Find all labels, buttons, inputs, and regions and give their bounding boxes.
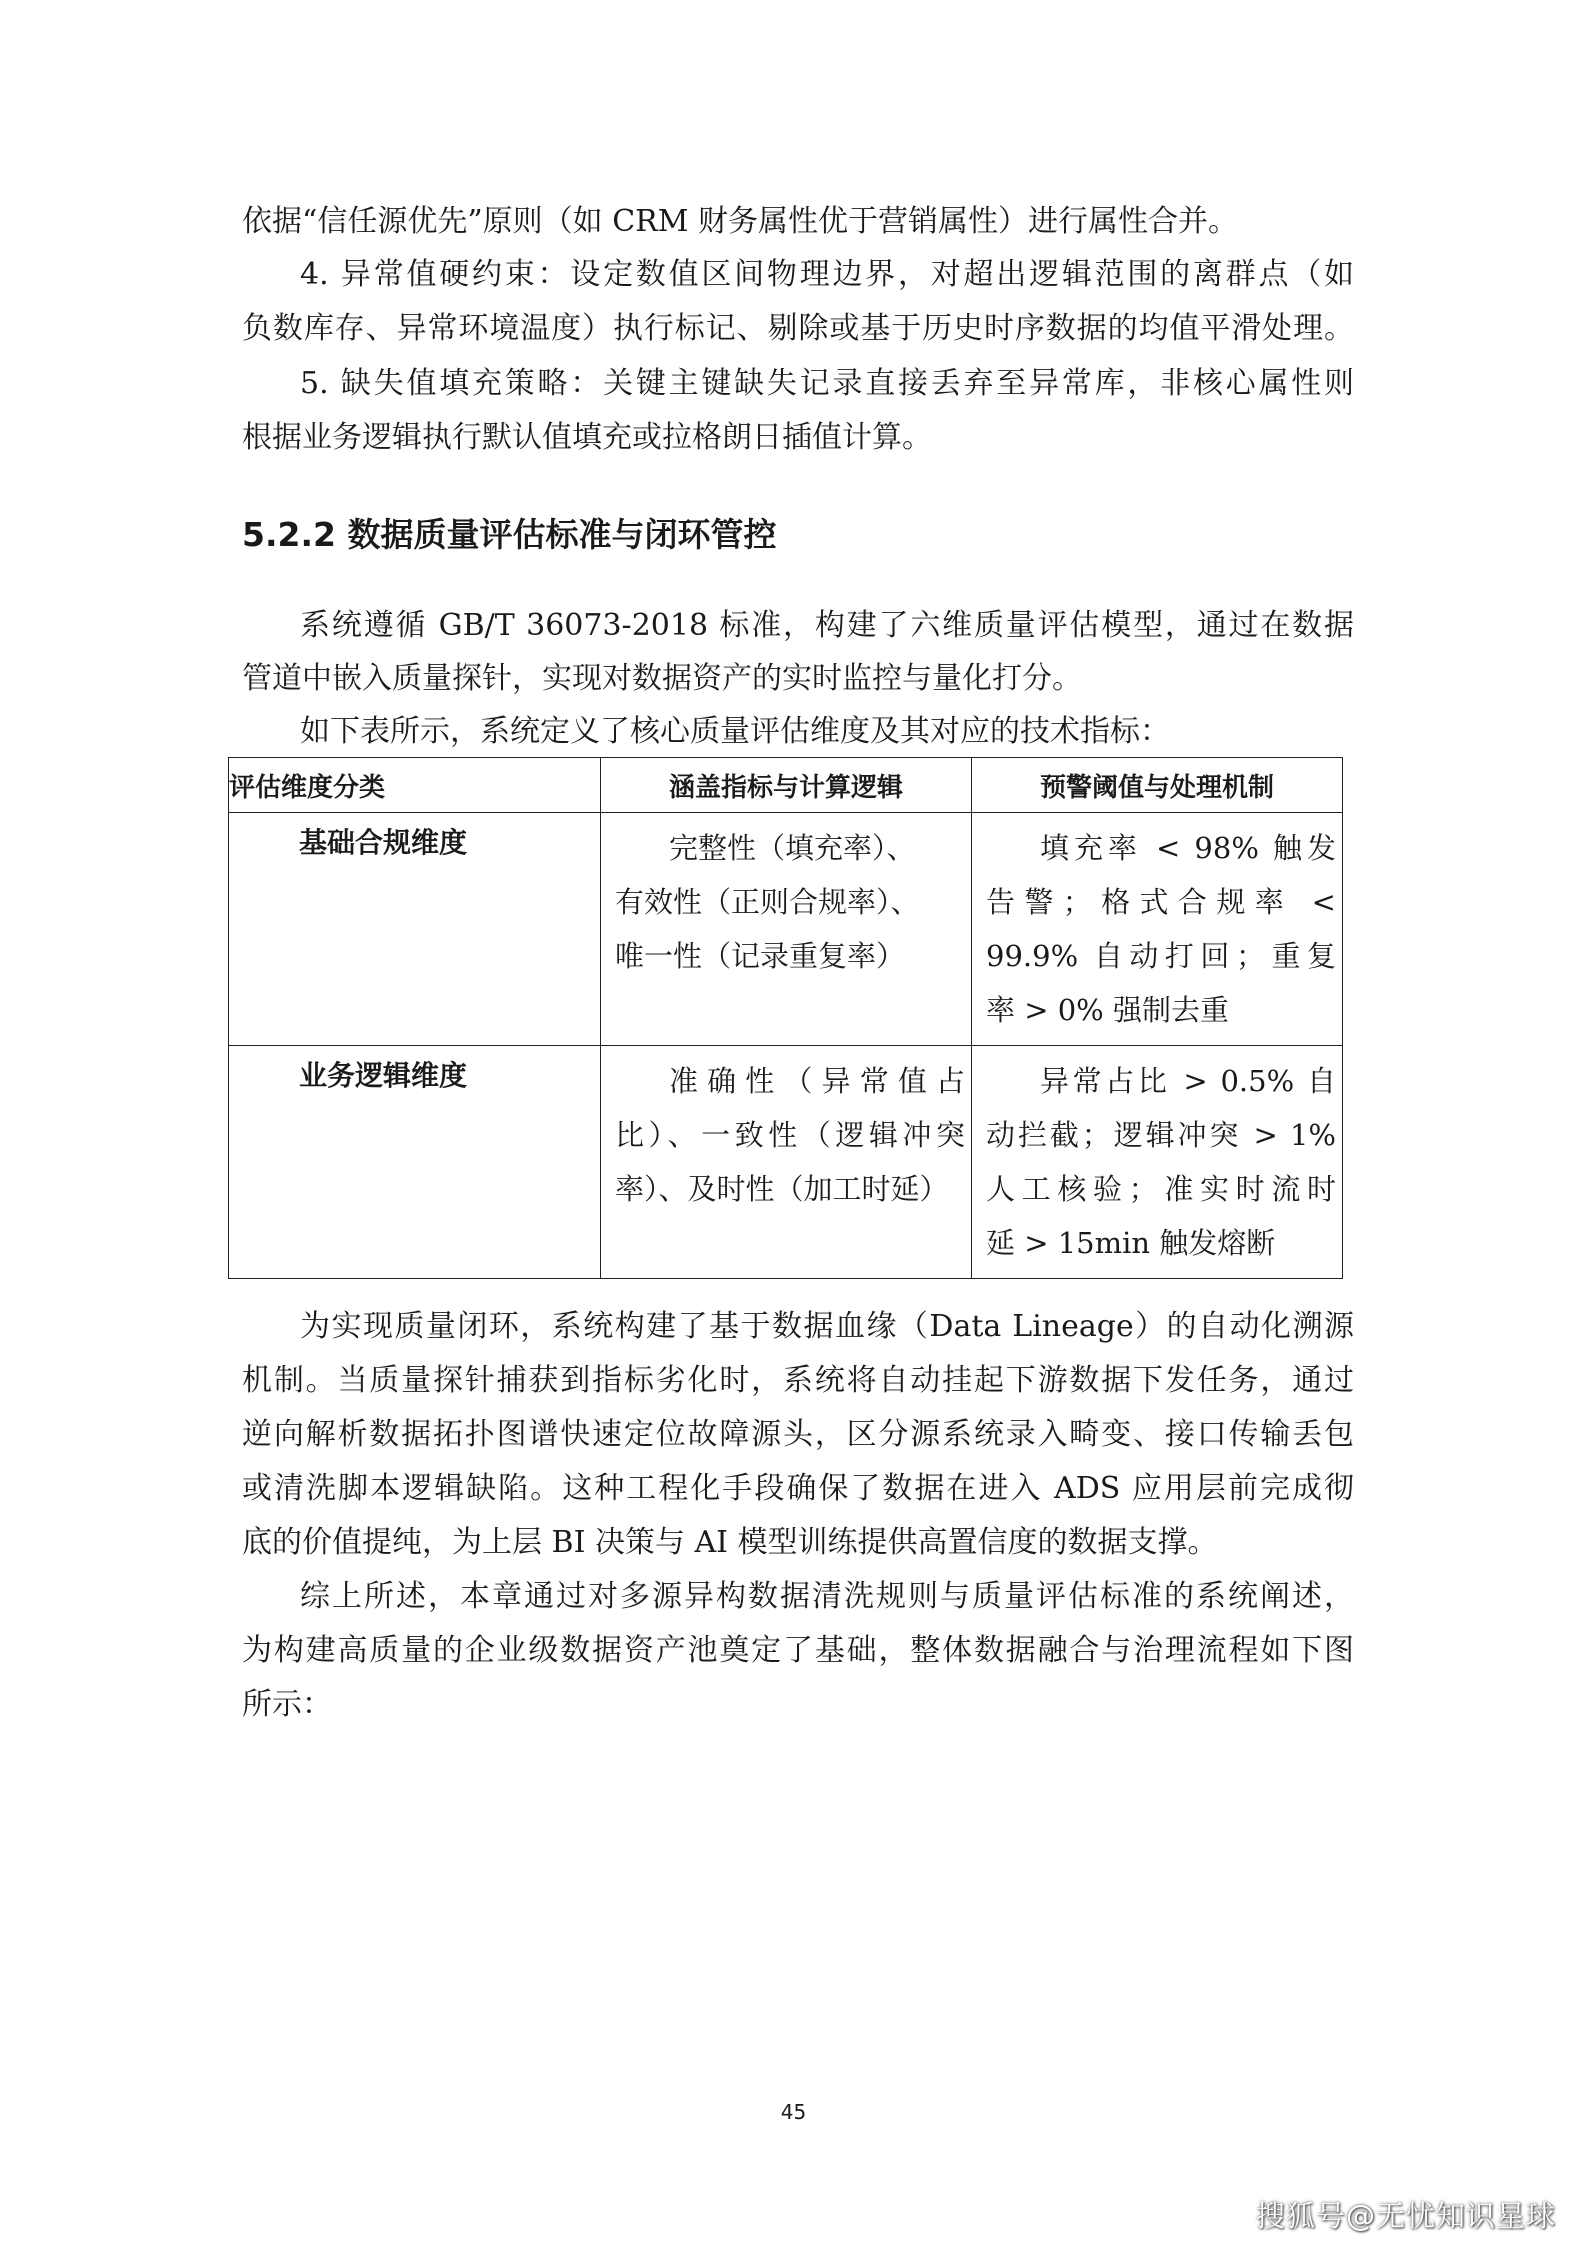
dimension-cell: 基础合规维度 bbox=[229, 813, 601, 1046]
paragraph-line: 如下表所示，系统定义了核心质量评估维度及其对应的技术指标： bbox=[300, 714, 1170, 749]
threshold-cell bbox=[972, 813, 1343, 1046]
table-header-cell: 涵盖指标与计算逻辑 bbox=[601, 758, 972, 813]
dimension-cell: 业务逻辑维度 bbox=[229, 1046, 601, 1279]
table-row bbox=[229, 813, 1343, 1046]
quality-standards-table bbox=[228, 757, 1343, 1279]
threshold-cell bbox=[972, 1046, 1343, 1279]
paragraph-line: 或清洗脚本逻辑缺陷。这种工程化手段确保了数据在进入 ADS 应用层前完成彻 bbox=[242, 1471, 1354, 1506]
paragraph-line: 为实现质量闭环，系统构建了基于数据血缘（Data Lineage）的自动化溯源 bbox=[300, 1309, 1354, 1344]
table-header-row bbox=[229, 758, 1343, 813]
watermark: 搜狐号@无忧知识星球 bbox=[1255, 2199, 1556, 2233]
paragraph-line: 系统遵循 GB/T 36073-2018 标准，构建了六维质量评估模型，通过在数据 bbox=[300, 608, 1354, 643]
cell-line: 比）、一致性（逻辑冲突 bbox=[615, 1118, 965, 1152]
cell-line: 率）、及时性（加工时延） bbox=[615, 1172, 949, 1206]
metrics-cell bbox=[601, 813, 972, 1046]
paragraph-line: 根据业务逻辑执行默认值填充或拉格朗日插值计算。 bbox=[242, 420, 932, 455]
cell-line: 填充率 < 98% 触发 bbox=[1040, 831, 1336, 865]
section-heading: 5.2.2 数据质量评估标准与闭环管控 bbox=[242, 515, 777, 554]
paragraph-line: 依据“信任源优先”原则（如 CRM 财务属性优于营销属性）进行属性合并。 bbox=[242, 204, 1239, 239]
table-header-cell: 预警阈值与处理机制 bbox=[972, 758, 1343, 813]
table-row bbox=[229, 1046, 1343, 1279]
paragraph-line: 4. 异常值硬约束：设定数值区间物理边界，对超出逻辑范围的离群点（如 bbox=[300, 257, 1354, 292]
paragraph-line: 机制。当质量探针捕获到指标劣化时，系统将自动挂起下游数据下发任务，通过 bbox=[242, 1363, 1354, 1398]
cell-line: 告警；格式合规率 < bbox=[986, 885, 1336, 919]
paragraph-line: 为构建高质量的企业级数据资产池奠定了基础，整体数据融合与治理流程如下图 bbox=[242, 1633, 1354, 1668]
paragraph-line: 底的价值提纯，为上层 BI 决策与 AI 模型训练提供高置信度的数据支撑。 bbox=[242, 1525, 1218, 1560]
cell-line: 人工核验；准实时流时 bbox=[986, 1172, 1336, 1206]
cell-line: 有效性（正则合规率）、 bbox=[615, 885, 920, 919]
metrics-cell bbox=[601, 1046, 972, 1279]
page-number: 45 bbox=[780, 2100, 807, 2124]
paragraph-line: 所示： bbox=[242, 1687, 332, 1722]
cell-line: 99.9% 自动打回；重复 bbox=[986, 939, 1336, 973]
cell-line: 延 > 15min 触发熔断 bbox=[986, 1226, 1276, 1260]
paragraph-line: 5. 缺失值填充策略：关键主键缺失记录直接丢弃至异常库，非核心属性则 bbox=[300, 366, 1354, 401]
paragraph-line: 管道中嵌入质量探针，实现对数据资产的实时监控与量化打分。 bbox=[242, 661, 1082, 696]
cell-line: 异常占比 > 0.5% 自 bbox=[1040, 1064, 1336, 1098]
paragraph-line: 综上所述，本章通过对多源异构数据清洗规则与质量评估标准的系统阐述， bbox=[300, 1579, 1354, 1614]
cell-line: 动拦截；逻辑冲突 > 1% bbox=[986, 1118, 1336, 1152]
cell-line: 率 > 0% 强制去重 bbox=[986, 993, 1229, 1027]
cell-line: 完整性（填充率）、 bbox=[669, 831, 916, 865]
paragraph-line: 负数库存、异常环境温度）执行标记、剔除或基于历史时序数据的均值平滑处理。 bbox=[242, 311, 1354, 346]
cell-line: 准确性（异常值占 bbox=[669, 1064, 965, 1098]
table-header-cell: 评估维度分类 bbox=[229, 758, 601, 813]
paragraph-line: 逆向解析数据拓扑图谱快速定位故障源头，区分源系统录入畸变、接口传输丢包 bbox=[242, 1417, 1354, 1452]
cell-line: 唯一性（记录重复率） bbox=[615, 939, 906, 973]
